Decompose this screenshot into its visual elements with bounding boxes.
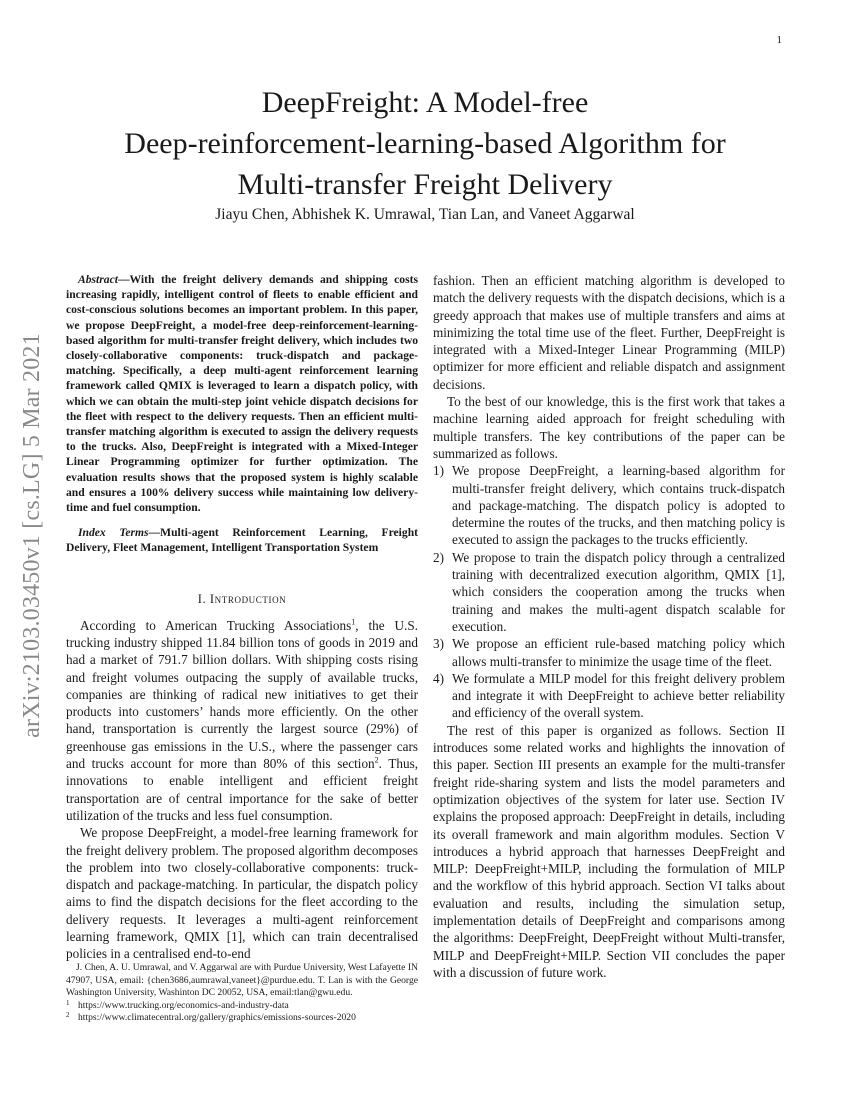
footnote-number: 2 [66, 1011, 70, 1020]
title-line: Deep-reinforcement-learning-based Algorithm for [124, 127, 726, 160]
index-terms-text: —Multi-agent Reinforcement Learning, Freight Delivery, Fleet Management, Intelligent Transportation System [66, 526, 419, 555]
intro-paragraph-3: fashion. Then an efficient matching algorithm is developed to match the delivery requests with the dispatch decisions, which is a greedy approach that makes use of multiple transfers and aims at minimizing the total time use of the fleet. Further, DeepFreight is integrated with a Mixed-Integer Linear Programming (MILP) optimizer for more efficient and reliable dispatch and assignment decisions. [433, 273, 785, 392]
text-run: According to American Trucking Associations [80, 617, 352, 633]
footnote-url: https://www.trucking.org/economics-and-industry-data [78, 999, 289, 1011]
footnote-1 [66, 1000, 418, 1013]
footnote-ref: 1 [351, 617, 356, 627]
list-item-number: 4) [433, 670, 444, 686]
right-column [433, 272, 785, 981]
intro-paragraph-2: We propose DeepFreight, a model-free learning framework for the freight delivery problem. The proposed algorithm decomposes the problem into two closely-collaborative components: truck-dispatch and package-matching. In particular, the dispatch policy aims to find the dispatch decisions for the fleet according to the delivery requests. It leverages a multi-agent reinforcement learning framework, QMIX [1], which can train decentralised policies in a centralised end-to-end [66, 825, 418, 962]
list-item-text: We formulate a MILP model for this freight delivery problem and integrate it with DeepFreight to achieve better reliability and efficiency of the overall system. [452, 670, 785, 721]
footnotes [66, 962, 418, 1025]
index-terms [66, 525, 418, 555]
section-numeral: I. [197, 591, 210, 606]
section-heading-introduction [66, 592, 418, 607]
list-item-text: We propose to train the dispatch policy through a centralized training with decentralized execution algorithm, QMIX [1], which considers the cooperation among the trucks when training and makes the multi-agent dispatch scalable for execution. [452, 549, 785, 634]
list-item [433, 549, 785, 635]
paper-title [70, 82, 780, 205]
intro-paragraph-1 [66, 617, 418, 825]
left-column [66, 272, 418, 963]
footnote-ref: 2 [374, 755, 379, 765]
text-run: . Thus, innovations to enable intelligent and efficient freight transportation are of central importance for the sake of better utilization of the trucks and less fuel consumption. [66, 756, 418, 823]
list-item-number: 3) [433, 636, 444, 652]
abstract [66, 272, 418, 515]
index-terms-label: Index Terms [78, 526, 149, 540]
footnote-number: 1 [66, 998, 70, 1007]
list-item-text: We propose DeepFreight, a learning-based algorithm for multi-transfer freight delivery, which contains truck-dispatch and package-matching. The dispatch policy is adopted to determine the routes of the trucks, and then matching policy is executed to assign the packages to the trucks efficiently. [452, 463, 785, 548]
intro-paragraph-5: The rest of this paper is organized as follows. Section II introduces some related works and highlights the innovation of this paper. Section III presents an example for the multi-transfer freight ride-sharing system and lists the model parameters and optimization objectives of the system for later use. Section IV explains the proposed approach: DeepFreight in details, including its overall framework and main algorithm modules. Section V introduces a hybrid approach that harnesses DeepFreight and MILP: DeepFreight+MILP, including the formulation of MILP and the workflow of this hybrid approach. Section VI talks about evaluation and results, including the simulation setup, implementation details of DeepFreight and comparisons among the algorithms: DeepFreight, DeepFreight without Multi-transfer, MILP and DeepFreight+MILP. Section VII concludes the paper with a discussion of future work. [433, 722, 785, 980]
page-number: 1 [776, 34, 782, 46]
list-item [433, 670, 785, 722]
arxiv-sidebar [12, 295, 52, 775]
abstract-text: —With the freight delivery demands and shipping costs increasing rapidly, intelligent control of fleets to enable efficient and cost-conscious solutions becomes an important problem. In this paper, we propose DeepFreight, a model-free deep-reinforcement-learning-based algorithm for multi-transfer freight delivery, which includes two closely-collaborative components: truck-dispatch and package-matching. Specifically, a deep multi-agent reinforcement learning framework called QMIX is leveraged to learn a dispatch policy, with which we can obtain the multi-step joint vehicle dispatch decisions for the fleet with respect to the delivery requests. Then an efficient multi-transfer matching algorithm is executed to assign the delivery requests to the trucks. Also, DeepFreight is integrated with a Mixed-Integer Linear Programming optimizer for further optimization. The evaluation results shows that the proposed system is highly scalable and ensures a 100% delivery success while maintaining low delivery-time and fuel consumption. [66, 273, 418, 515]
section-title: Introduction [209, 591, 287, 606]
footnote-url: https://www.climatecentral.org/gallery/graphics/emissions-sources-2020 [78, 1012, 356, 1024]
abstract-label: Abstract [78, 273, 118, 286]
author-affiliation: J. Chen, A. U. Umrawal, and V. Aggarwal are with Purdue University, West Lafayette IN 47907, USA, email: {chen3686,aumrawal,vaneet}@purdue.edu. T. Lan is with the George Washington University, Washinton DC 20052, USA, email:tlan@gwu.edu. [66, 962, 418, 999]
arxiv-identifier: arXiv:2103.03450v1 [cs.LG] 5 Mar 2021 [18, 332, 45, 738]
text-run: , the U.S. trucking industry shipped 11.84 billion tons of goods in 2019 and had a market of 791.7 billion dollars. With shipping costs rising and freight volumes outpacing the supply of available trucks, companies are thinking of radical new initiatives to get their products into customers’ hands more efficiently. On the other hand, transportation is currently the largest source (29%) of greenhouse gas emissions in the U.S., where the passenger cars and trucks account for more than 80% of this section [66, 617, 418, 772]
author-list: Jiayu Chen, Abhishek K. Umrawal, Tian Lan, and Vaneet Aggarwal [215, 206, 635, 223]
list-item-number: 2) [433, 549, 444, 565]
title-line: DeepFreight: A Model-free [261, 86, 589, 119]
list-item [433, 635, 785, 670]
footnote-2 [66, 1012, 418, 1025]
intro-paragraph-4: To the best of our knowledge, this is the first work that takes a machine learning aided approach for freight scheduling with multiple transfers. The key contributions of the paper can be summarized as follows. [433, 394, 785, 461]
title-line: Multi-transfer Freight Delivery [237, 168, 613, 201]
contributions-list [433, 462, 785, 721]
list-item-number: 1) [433, 463, 444, 479]
list-item-text: We propose an efficient rule-based matching policy which allows multi-transfer to minimize the usage time of the fleet. [452, 636, 785, 669]
list-item [433, 462, 785, 548]
